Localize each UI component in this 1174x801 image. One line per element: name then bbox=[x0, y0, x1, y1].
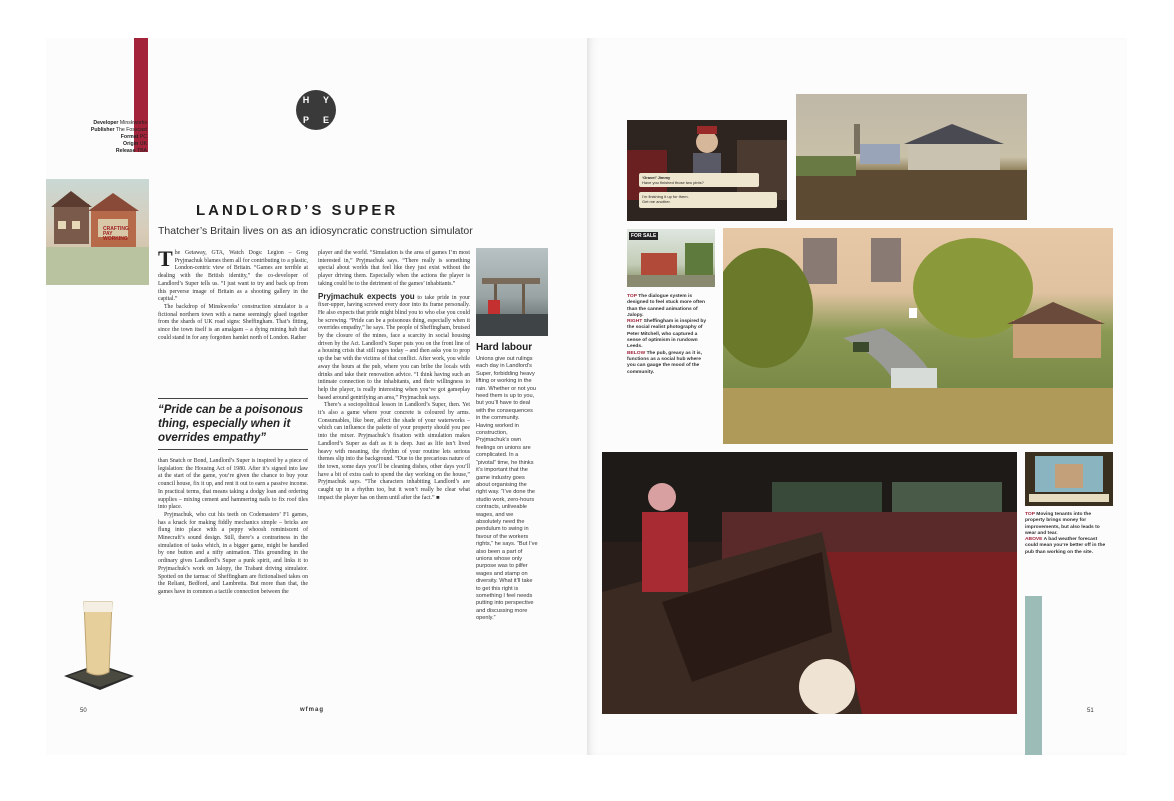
dialogue-screenshot bbox=[627, 120, 787, 221]
caption-top-block bbox=[627, 294, 707, 376]
dialogue-speaker: ‘Gravel’ Jimmy bbox=[642, 175, 671, 180]
house-render-graphic bbox=[46, 179, 149, 285]
credit-label: Origin bbox=[123, 141, 139, 147]
body-paragraph: he Getaway, GTA, Watch Dogs: Legion – Greg Pryjmachuk blames them all for contributing to a plastic, London-centric view of Britain. “Games are terrible at dealing with the British identity,” the co-developer of Landlord’s Super tells us. “I just want to try and back up from this perverse image of Britain as a shooting gallery in the capital.” bbox=[158, 250, 308, 303]
hype-letter: Y bbox=[322, 95, 329, 105]
page-number-left: 50 bbox=[80, 708, 87, 714]
page-number-right: 51 bbox=[1087, 708, 1094, 714]
hype-badge bbox=[296, 90, 336, 130]
pint-glass-graphic bbox=[58, 598, 138, 694]
dialogue-options bbox=[639, 192, 777, 208]
body-column-1-top bbox=[158, 246, 308, 342]
hype-letter: E bbox=[322, 115, 329, 125]
article-title: LANDLORD’S SUPER bbox=[196, 202, 399, 219]
body-paragraph: There’s a sociopolitical lesson in Landlord’s Super, then. Yet it’s also a game where your concrete is coloured by arms. Consumables, like beer, affect the shade of your waterworks – which can influence the palette of your property should you pee into the mixer. Pryjmachuk’s fixation with simulation makes Landlord’s Super as daft as it is deep. Just as life isn’t lived heavy with meaning, the rhythm of your routine lets serious themes slip into the background. “Due to the precarious nature of the town, some days you’ll be cleaning dishes, other days you’ll have a bit of extra cash to spend the day working on the house,” Pryjmachuk says. “The characters inhabiting Landlord’s are caught up in a rhythm too, but it won’t really be clear what impact the player has on them until after the fact.” ■ bbox=[318, 402, 470, 501]
credit-label: Developer bbox=[93, 120, 119, 126]
left-page bbox=[46, 38, 588, 755]
street-scene-screenshot bbox=[723, 228, 1113, 444]
body-paragraph: Pryjmachuk, who cut his teeth on Codemasters’ F1 games, has a knack for making fiddly mechanics simple – bricks are flung into place with a peppy whoosh reminiscent of Minecraft’s sound design. Still, there’s a contrariness in the simulation of tasks which, in a bigger game, might be handled by one button and a nifty animation. This grounding in the ordinary gives Landlord’s Super a punk spirit, and links it to Pryjmachuk’s work on Jalopy, the Trabant driving simulator. Spotted on the tarmac of Sheffingham are fictionalised takes on the Reliant, Bedford, and Lambretta. But more than that, the games have in common a tactile connection between the bbox=[158, 511, 308, 595]
pull-quote: “Pride can be a poisonous thing, especially when it overrides empathy” bbox=[158, 398, 308, 450]
caption-text: The pub, greasy as it is, functions as a social hub where you can gauge the mood of the community. bbox=[627, 350, 703, 375]
caption-lead: RIGHT bbox=[627, 319, 643, 325]
crane-site-image bbox=[476, 248, 548, 336]
for-sale-screenshot bbox=[627, 229, 715, 287]
dialogue-option: Get me another. bbox=[642, 199, 671, 204]
body-column-1-bottom bbox=[158, 458, 308, 597]
credit-label: Format bbox=[120, 134, 139, 140]
pint-glass-image bbox=[58, 598, 138, 694]
for-sale-sign: FOR SALE bbox=[631, 233, 657, 239]
caption-text: Sheffingham is inspired by the social realist photography of Peter Mitchell, who captured a sense of optimism in rundown Leeds. bbox=[627, 319, 707, 350]
caption-text: A bad weather forecast could mean you’re better off in the pub than working on the site. bbox=[1025, 537, 1106, 555]
dialogue-option: I’m finishing it up for them. bbox=[642, 194, 689, 199]
body-paragraph: to take pride in your fixer-upper, having screwed every door into its frame personally. He also expects that pride might blind you to who else you could be screwing. “Pride can be a poisonous thing, especially when it overrides empathy,” he says. The people of Sheffingham, bruised by the closure of the mines, face a scarcity in social housing driven by the Act. Landlord’s Super puts you on the front line of a housing crisis that still rages today – and then asks you to prop up the bar with the victims of that conflict. After work, you while away the hours at the pub, where you can bribe the locals with drinks and take their renovation advice. “I think having such an intimate connection to the inhabitants, and their willingness to help the player, is really interesting when you’ve got gameplay based around gentrifying an area,” Pryjmachuk says. bbox=[318, 294, 470, 401]
caption-lead: TOP bbox=[627, 294, 637, 299]
credit-value: PC bbox=[139, 134, 147, 140]
credit-label: Publisher bbox=[90, 127, 115, 133]
credit-label: Release bbox=[115, 148, 136, 154]
section-lead-in: Pryjmachuk expects you bbox=[318, 291, 415, 301]
pub-interior-screenshot bbox=[602, 452, 1017, 714]
house-exterior-graphic bbox=[796, 94, 1027, 220]
credit-value: Minskworks bbox=[119, 120, 147, 126]
caption-text: Moving tenants into the property brings money for improvements, but also leads to wear and tear. bbox=[1025, 512, 1100, 536]
street-scene-graphic bbox=[723, 228, 1113, 444]
article-subtitle: Thatcher’s Britain lives on as an idiosyncratic construction simulator bbox=[158, 225, 473, 237]
caption-lead: BELOW bbox=[627, 350, 646, 356]
credit-value: TBA bbox=[136, 148, 147, 154]
pub-interior-graphic bbox=[602, 452, 1017, 714]
body-paragraph: player and the world. “Simulation is the area of games I’m most interested in,” Pryjmachuk says. “There really is something special about worlds that feel like they just exist without the player driving them. Especially when the actions the player is taking could be to the detriment of the games’ inhabitants.” bbox=[318, 250, 470, 287]
body-paragraph: than Snatch or Bond, Landlord’s Super is inspired by a piece of legislation: the Housing Act of 1980. After it’s signed into law at the start of the game, you’re given the chance to buy your council house, fix it up, and rent it out to earn a passive income. In practical terms, that means taking a dodgy loan and ordering supplies – mixing cement and hammering nails to fix roof tiles into place. bbox=[158, 458, 308, 511]
caption-lead: ABOVE bbox=[1025, 537, 1043, 543]
crafting-sign-text: CRAFTING PAY WORKING bbox=[103, 226, 129, 242]
sidebar-text: Unions give out rulings each day in Landlord’s Super, forbidding heavy lifting or working in the rain. Whether or not you heed them is up to you, but you’ll have to deal with the consequences in the community. Having worked in construction, Pryjmachuk’s own feelings on unions are complicated. In a “pivotal” time, he thinks it’s important that the game industry goes about organising the right way. “I’ve done the studio work, zero-hours contracts, unliveable wages, and we absolutely need the pendulum to swing in favour of the workers rights,” he says. “But I’ve also been a part of unions whose only purpose was to pilfer wages and stamp on diversity. What it’ll take to get this right is something I feel needs putting into perspective and discussing more openly.” bbox=[476, 356, 538, 622]
dialogue-line: Have you finished those two pints? bbox=[642, 180, 704, 185]
dropcap: T bbox=[158, 246, 173, 271]
sidebar-heading: Hard labour bbox=[476, 342, 533, 353]
hype-letter: P bbox=[302, 115, 309, 125]
hype-letter: H bbox=[302, 95, 310, 105]
caption-text: The dialogue system is designed to feel stuck more often than the canned animations of Jalopy. bbox=[627, 294, 705, 318]
crane-site-graphic bbox=[476, 248, 548, 336]
body-column-2 bbox=[318, 250, 470, 503]
right-page bbox=[587, 38, 1127, 755]
house-render-image bbox=[46, 179, 149, 285]
accent-teal-bar bbox=[1025, 596, 1042, 755]
caption-lead: TOP bbox=[1025, 512, 1035, 517]
weather-forecast-graphic bbox=[1025, 452, 1113, 506]
caption-side-block bbox=[1025, 512, 1111, 556]
game-credits bbox=[57, 120, 147, 155]
credit-value: UK bbox=[139, 141, 147, 147]
house-exterior-screenshot bbox=[796, 94, 1027, 220]
dialogue-box bbox=[639, 173, 759, 187]
footer-logo: wfmag bbox=[300, 707, 325, 713]
credit-value: The Fosscast bbox=[115, 127, 147, 133]
body-paragraph: The backdrop of Minskworks’ construction simulator is a fictional northern town with a name seemingly glued together from the shards of UK road signs: Sheffingham. That’s fitting, since the town itself is an amalgam – a dying mining hub that could stand in for any forgotten hamlet north of London. Rather bbox=[158, 303, 308, 341]
weather-forecast-screenshot bbox=[1025, 452, 1113, 506]
